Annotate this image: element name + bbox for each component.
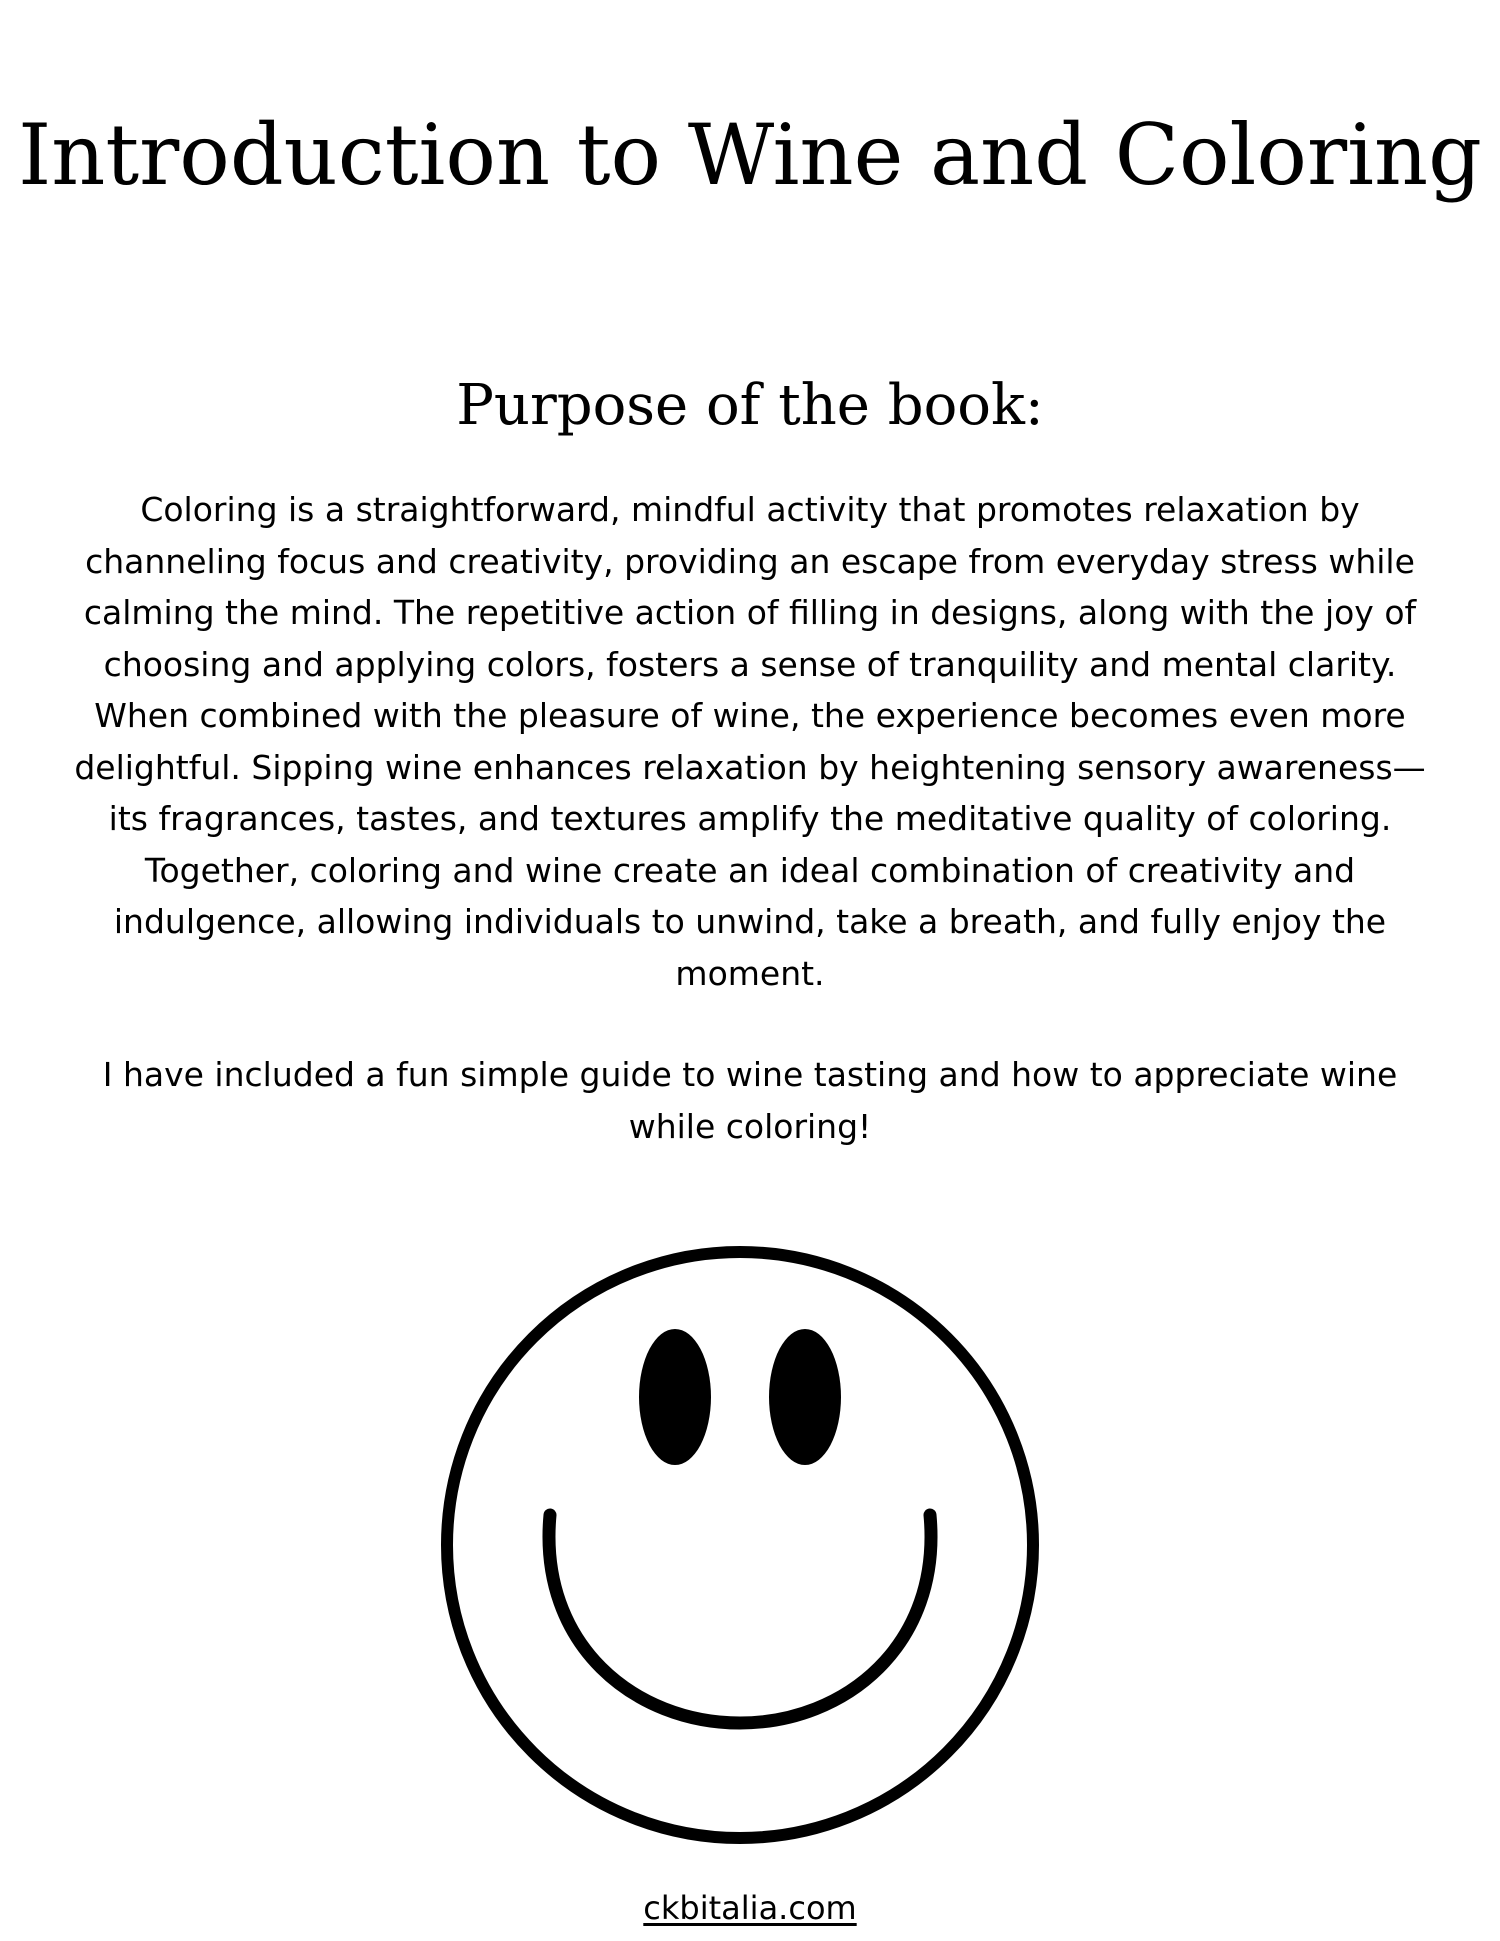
body-paragraph: I have included a fun simple guide to wine tasting and how to appreciate wine while coloring! [102, 1055, 1398, 1146]
smile-mouth [549, 1515, 931, 1723]
body-paragraph: Coloring is a straightforward, mindful activity that promotes relaxation by channeling focus and creativity, providing an escape from everyday stress while calming the mind. The repetitive action of filling in designs, along with the joy of choosing and applying colors, fosters a sense of tranquility and mental clarity. When combined with the pleasure of wine, the experience becomes even more delightful. Sipping wine enhances relaxation by heightening sensory awareness—its fragrances, tastes, and textures amplify the meditative quality of coloring. Together, coloring and wine create an ideal combination of creativity and indulgence, allowing individuals to unwind, take a breath, and fully enjoy the moment. [74, 490, 1426, 993]
smiley-face-icon [440, 1245, 1040, 1845]
right-eye [769, 1329, 841, 1465]
footer-website-link[interactable]: ckbitalia.com [643, 1889, 857, 1927]
face-outline [447, 1252, 1033, 1838]
section-heading: Purpose of the book: [456, 373, 1044, 438]
left-eye [639, 1329, 711, 1465]
page-title: Introduction to Wine and Coloring [18, 106, 1482, 204]
